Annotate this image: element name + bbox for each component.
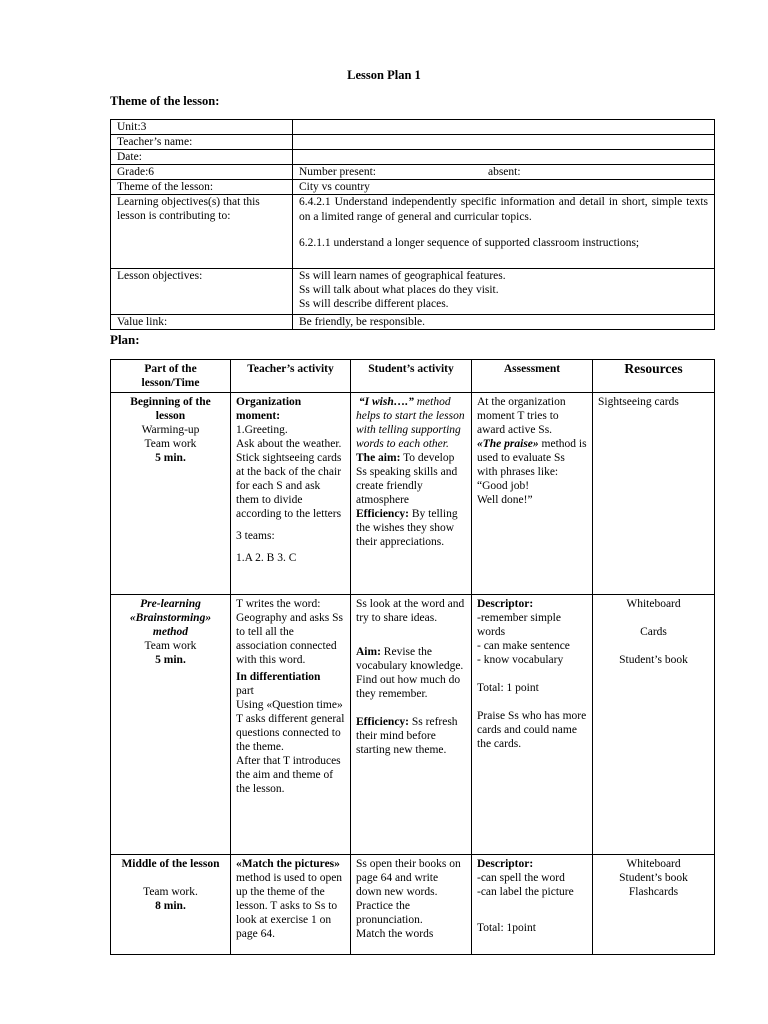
row2-part-title: Pre-learning «Brainstorming» method <box>129 598 212 638</box>
theme-heading: Theme of the lesson: <box>110 94 220 108</box>
row1-resources-1: Sightseeing cards <box>598 396 679 408</box>
row1-assessment-praise-label: «The praise» <box>477 438 539 450</box>
lesson-objective-3: Ss will describe different places. <box>299 298 449 310</box>
info-row-theme <box>111 180 715 195</box>
header-student-activity: Student’s activity <box>351 360 472 393</box>
info-value-link: Be friendly, be responsible. <box>293 315 715 330</box>
info-theme-label: Theme of the lesson: <box>111 180 293 195</box>
info-row-value-link <box>111 315 715 330</box>
info-teacher-name: Teacher’s name: <box>111 135 293 150</box>
row1-part-time: 5 min. <box>155 452 186 464</box>
row1-part-sub2: Team work <box>144 438 197 450</box>
row3-teacher-body: method is used to open up the theme of the lesson. T asks to Ss to look at exercise 1 on page 64. <box>236 872 343 940</box>
row2-teacher-2: part <box>236 685 254 697</box>
row3-teacher <box>231 855 351 955</box>
row3-teacher-title: «Match the pictures» <box>236 858 340 870</box>
document-title: Lesson Plan 1 <box>347 68 421 82</box>
row1-resources <box>593 393 715 595</box>
info-row-teacher <box>111 135 715 150</box>
lesson-objective-1: Ss will learn names of geographical features. <box>299 270 506 282</box>
row1-student-efficiency <box>356 507 466 549</box>
row1-student-aim-text: To develop Ss speaking skills and create friendly atmosphere <box>356 452 458 506</box>
row2-student-eff-text: Ss refresh their mind before starting new theme. <box>356 716 458 756</box>
row1-assessment-2: method is used to evaluate Ss with phrases like: <box>477 438 587 478</box>
row1-teacher-1: 1.Greeting. <box>236 424 288 436</box>
row1-assessment <box>472 393 593 595</box>
row2-assessment <box>472 595 593 855</box>
row2-assessment-3: - know vocabulary <box>477 654 564 666</box>
row3-assessment <box>472 855 593 955</box>
info-row-lesson-objectives <box>111 269 715 315</box>
row2-student-aim-label: Aim: <box>356 646 381 658</box>
row3-part-time: 8 min. <box>155 900 186 912</box>
info-attendance <box>293 165 715 180</box>
row3-part-title: Middle of the lesson <box>121 858 220 870</box>
info-unit-value <box>293 120 715 135</box>
row1-student-method-text: method helps to start the lesson with telling supporting words to each other. <box>356 396 465 450</box>
row1-teacher <box>231 393 351 595</box>
info-teacher-value <box>293 135 715 150</box>
lesson-plan-table <box>110 359 715 955</box>
row3-assessment-1: -can spell the word <box>477 872 565 884</box>
row1-teacher-3: 3 teams: <box>236 530 275 542</box>
row1-student-aim-label: The aim: <box>356 452 401 464</box>
info-theme-value: City vs country <box>293 180 715 195</box>
row2-part-time: 5 min. <box>155 654 186 666</box>
row1-student-eff-text: By telling the wishes they show their appreciations. <box>356 508 458 548</box>
row2-student-eff-label: Efficiency: <box>356 716 410 728</box>
row1-teacher-2: Ask about the weather. Stick sightseeing cards at the back of the chair for each S and ask them to divide according to the letters <box>236 438 342 520</box>
info-learning-objectives-label: Learning objectives(s) that this lesson is contributing to: <box>111 195 293 269</box>
plan-row-beginning <box>111 393 715 595</box>
row3-student-1: Ss open their books on page 64 and write down new words. <box>356 858 461 898</box>
row2-teacher-4: After that T introduces the aim and theme of the lesson. <box>236 755 341 795</box>
row2-assessment-2: - can make sentence <box>477 640 570 652</box>
info-unit: Unit:3 <box>111 120 293 135</box>
row2-resources-1: Whiteboard <box>626 598 681 610</box>
info-row-unit <box>111 120 715 135</box>
row3-student-2: Practice the pronunciation. <box>356 900 423 926</box>
learning-objective-1: 6.4.2.1 Understand independently specific information and detail in short, simple texts on a limited range of general and curricular topics. <box>299 196 708 223</box>
row2-teacher-3: Using «Question time» T asks different general questions connected to the theme. <box>236 699 345 753</box>
row3-assessment-2: -can label the picture <box>477 886 574 898</box>
row3-resources-3: Flashcards <box>628 886 679 898</box>
header-teacher-activity: Teacher’s activity <box>231 360 351 393</box>
info-row-learning-objectives <box>111 195 715 269</box>
row3-part <box>111 855 231 955</box>
row2-assessment-1: -remember simple words <box>477 612 561 638</box>
info-row-grade <box>111 165 715 180</box>
header-assessment: Assessment <box>472 360 593 393</box>
row1-student-method-title: “I wish….” <box>358 396 414 408</box>
row1-student-method <box>356 395 466 451</box>
row2-teacher <box>231 595 351 855</box>
row3-assessment-descriptor: Descriptor: <box>477 858 534 870</box>
row2-assessment-praise: Praise Ss who has more cards and could name the cards. <box>477 710 587 750</box>
info-absent: absent: <box>487 166 521 178</box>
row1-teacher-4: 1.A 2. B 3. C <box>236 552 297 564</box>
header-resources: Resources <box>593 360 715 393</box>
row2-assessment-total: Total: 1 point <box>477 682 539 694</box>
info-learning-objectives <box>293 195 715 269</box>
info-lesson-objectives <box>293 269 715 315</box>
row2-resources-3: Student’s book <box>619 654 688 666</box>
header-part: Part of the lesson/Time <box>111 360 231 393</box>
row2-student-aim <box>356 645 466 701</box>
row1-student-eff-label: Efficiency: <box>356 508 410 520</box>
row2-teacher-1: T writes the word: Geography and asks Ss to tell all the association connected with this word. <box>236 598 343 666</box>
row2-student-efficiency <box>356 715 466 757</box>
row1-assessment-4: Well done!” <box>477 494 533 506</box>
row3-part-sub: Team work. <box>143 886 198 898</box>
row1-part-sub1: Warming-up <box>141 424 200 436</box>
info-grade: Grade:6 <box>111 165 293 180</box>
plan-header-row <box>111 360 715 393</box>
plan-row-middle <box>111 855 715 955</box>
row2-resources-2: Cards <box>640 626 667 638</box>
row1-part <box>111 393 231 595</box>
info-number-present: Number present: <box>299 166 376 178</box>
row2-teacher-diff-label: In differentiation <box>236 671 321 683</box>
info-date-value <box>293 150 715 165</box>
row1-student-aim <box>356 451 466 507</box>
info-lesson-objectives-label: Lesson objectives: <box>111 269 293 315</box>
row3-resources-1: Whiteboard <box>626 858 681 870</box>
lesson-objective-2: Ss will talk about what places do they visit. <box>299 284 499 296</box>
lesson-info-table <box>110 119 715 330</box>
row2-part-sub: Team work <box>144 640 197 652</box>
row3-assessment-total: Total: 1point <box>477 922 536 934</box>
row1-assessment-praise <box>477 437 587 479</box>
row2-student-aim-text: Revise the vocabulary knowledge. Find out how much do they remember. <box>356 646 464 700</box>
row2-student-1: Ss look at the word and try to share ideas. <box>356 598 465 624</box>
plan-row-pre-learning <box>111 595 715 855</box>
plan-heading: Plan: <box>110 332 140 347</box>
row3-student-3: Match the words <box>356 928 434 940</box>
row3-resources <box>593 855 715 955</box>
info-value-link-label: Value link: <box>111 315 293 330</box>
row1-part-title: Beginning of the lesson <box>130 396 211 422</box>
row3-resources-2: Student’s book <box>619 872 688 884</box>
info-date: Date: <box>111 150 293 165</box>
row1-teacher-title: Organization moment: <box>236 396 302 422</box>
row2-part <box>111 595 231 855</box>
info-row-date <box>111 150 715 165</box>
learning-objective-2: 6.2.1.1 understand a longer sequence of supported classroom instructions; <box>299 237 640 249</box>
row3-student <box>351 855 472 955</box>
row2-resources <box>593 595 715 855</box>
row2-assessment-descriptor: Descriptor: <box>477 598 534 610</box>
row1-student <box>351 393 472 595</box>
row2-student <box>351 595 472 855</box>
row1-assessment-1: At the organization moment T tries to award active Ss. <box>477 396 566 436</box>
row3-teacher-text <box>236 857 345 941</box>
row1-assessment-3: “Good job! <box>477 480 530 492</box>
